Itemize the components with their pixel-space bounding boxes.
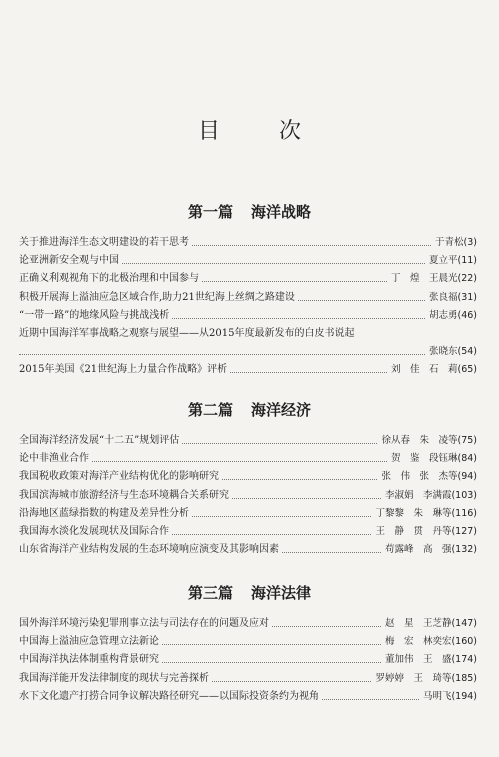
section-economy	[0, 398, 499, 559]
toc-entry[interactable]	[19, 541, 477, 559]
entry-title: 我国海洋能开发法律制度的现状与完善探析	[19, 670, 211, 688]
toc-entry[interactable]	[19, 468, 477, 486]
entry-title: 山东省海洋产业结构发展的生态环境响应演变及其影响因素	[19, 541, 281, 559]
entry-title: “一带一路”的地缘风险与挑战浅析	[19, 307, 171, 325]
entry-title: 我国滨海城市旅游经济与生态环境耦合关系研究	[19, 487, 231, 505]
entry-authors-page: 于青松(3)	[432, 234, 477, 252]
entry-authors-page: 徐从春 朱 凌等(75)	[378, 432, 477, 450]
section-name: 海洋法律	[251, 584, 312, 602]
entry-authors-page: 夏立平(11)	[426, 252, 477, 270]
entry-authors-page: 张晓东(54)	[426, 343, 477, 361]
toc-entry[interactable]	[19, 325, 477, 343]
entry-title: 国外海洋环境污染犯罪刑事立法与司法存在的问题及应对	[19, 615, 271, 633]
section-title	[0, 398, 499, 422]
section-label: 第三篇	[187, 584, 233, 602]
entry-authors-page: 李淑娟 李满霞(103)	[382, 487, 477, 505]
entry-authors-page: 赵 星 王芝静(147)	[382, 615, 477, 633]
toc-entry[interactable]	[19, 670, 477, 688]
entry-title: 论中非渔业合作	[19, 450, 91, 468]
toc-entry[interactable]	[19, 450, 477, 468]
entry-authors-page: 张 伟 张 杰等(94)	[378, 468, 477, 486]
entry-title: 中国海洋执法体制重构背景研究	[19, 651, 161, 669]
entry-title: 我国税收政策对海洋产业结构优化的影响研究	[19, 468, 221, 486]
entry-authors-page: 丁黎黎 朱 琳等(116)	[372, 505, 477, 523]
toc-entry[interactable]	[19, 505, 477, 523]
toc-entry[interactable]	[19, 633, 477, 651]
entry-authors-page: 马明飞(194)	[420, 688, 477, 706]
entry-title: 论亚洲新安全观与中国	[19, 252, 121, 270]
entry-authors-page: 刘 佳 石 莉(65)	[388, 361, 477, 379]
leader-dots	[19, 354, 477, 355]
toc-entry[interactable]	[19, 523, 477, 541]
section-law	[0, 581, 499, 706]
entry-list	[0, 234, 499, 380]
entry-title: 我国海水淡化发展现状及国际合作	[19, 523, 171, 541]
entry-authors-page: 苟露峰 高 强(132)	[382, 541, 477, 559]
entry-list	[0, 615, 499, 706]
entry-authors-page: 王 静 贯 丹等(127)	[372, 523, 477, 541]
toc-entry[interactable]	[19, 252, 477, 270]
toc-entry[interactable]	[19, 615, 477, 633]
toc-entry[interactable]	[19, 651, 477, 669]
entry-title: 中国海上溢油应急管理立法新论	[19, 633, 161, 651]
page-title: 目 次	[198, 119, 327, 144]
toc-entry[interactable]	[19, 307, 477, 325]
toc-entry[interactable]	[19, 487, 477, 505]
entry-title: 积极开展海上溢油应急区域合作,助力21世纪海上丝绸之路建设	[19, 289, 297, 307]
section-title	[0, 200, 499, 224]
entry-authors-page: 胡志勇(46)	[426, 307, 477, 325]
toc-entry[interactable]	[19, 688, 477, 706]
entry-title: 沿海地区蓝绿指数的构建及差异性分析	[19, 505, 191, 523]
section-name: 海洋经济	[251, 401, 312, 419]
toc-entry[interactable]	[19, 270, 477, 288]
entry-title: 关于推进海洋生态文明建设的若干思考	[19, 234, 191, 252]
toc-entry[interactable]	[19, 289, 477, 307]
section-name: 海洋战略	[251, 203, 312, 221]
toc-entry[interactable]	[19, 343, 477, 361]
entry-title: 水下文化遗产打捞合同争议解决路径研究——以国际投资条约为视角	[19, 688, 321, 706]
entry-authors-page: 罗婷婷 王 琦等(185)	[372, 670, 477, 688]
entry-authors-page: 丁 煌 王晨光(22)	[388, 270, 477, 288]
toc-entry[interactable]	[19, 361, 477, 379]
section-strategy	[0, 200, 499, 380]
entry-authors-page: 董加伟 王 盛(174)	[382, 651, 477, 669]
toc-entry[interactable]	[19, 234, 477, 252]
entry-authors-page: 贺 鉴 段钰琳(84)	[388, 450, 477, 468]
entry-title: 2015年美国《21世纪海上力量合作战略》评析	[19, 361, 229, 379]
section-label: 第二篇	[187, 401, 233, 419]
section-title	[0, 581, 499, 605]
toc-entry[interactable]	[19, 432, 477, 450]
entry-list	[0, 432, 499, 559]
section-label: 第一篇	[187, 203, 233, 221]
entry-title: 正确义利观视角下的北极治理和中国参与	[19, 270, 201, 288]
entry-authors-page: 梅 宏 林奕宏(160)	[382, 633, 477, 651]
entry-authors-page: 张良福(31)	[426, 289, 477, 307]
entry-title: 近期中国海洋军事战略之观察与展望——从2015年度最新发布的白皮书说起	[19, 325, 356, 343]
entry-title: 全国海洋经济发展“十二五”规划评估	[19, 432, 181, 450]
